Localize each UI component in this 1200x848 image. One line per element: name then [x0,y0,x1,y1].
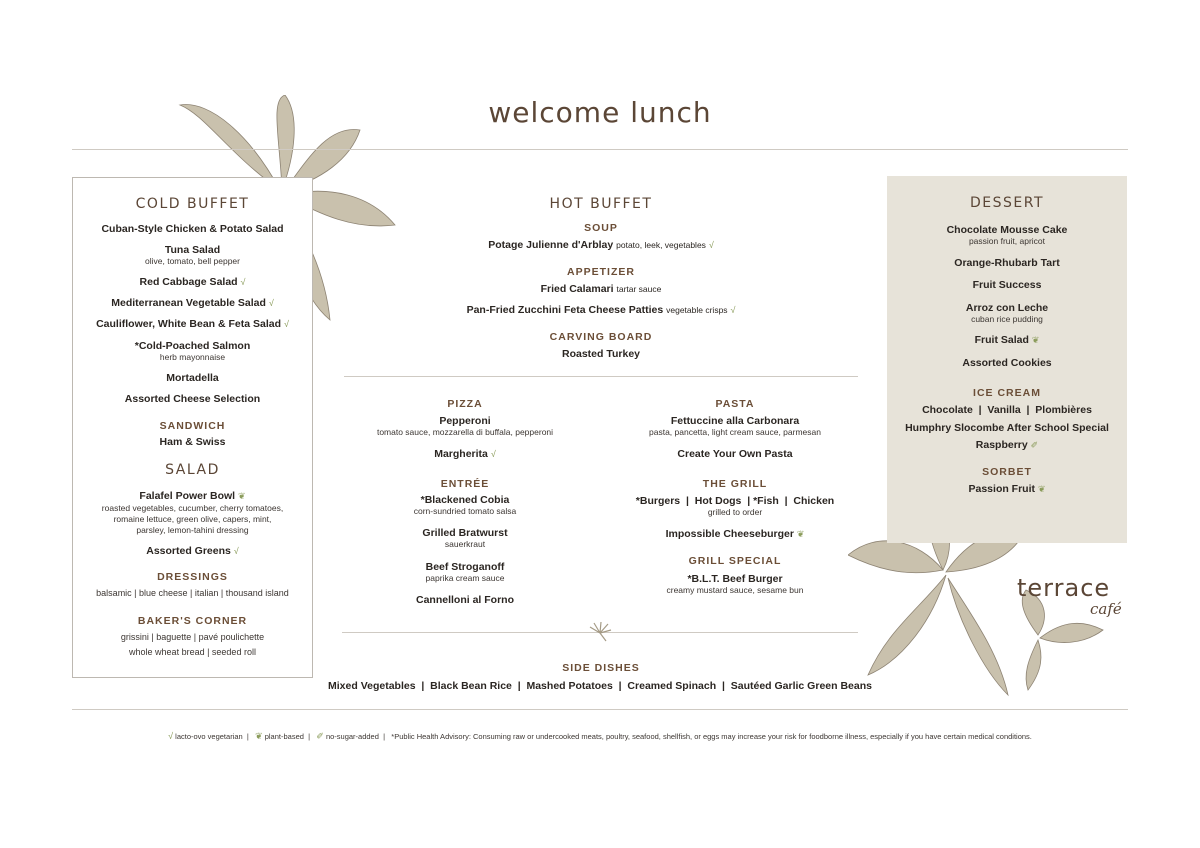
menu-item: Orange-Rhubarb Tart [954,257,1060,269]
vegetarian-icon: √ [283,319,289,329]
vegetarian-icon: √ [730,305,736,315]
menu-item-desc: grilled to order [707,507,763,517]
soup-heading: SOUP [584,222,618,234]
vegetarian-icon: √ [240,277,246,287]
menu-item: Humphry Slocombe After School Special [905,422,1109,434]
side-dishes-heading: SIDE DISHES [562,662,640,674]
menu-item: Fruit Success [972,279,1042,291]
menu-item: Roasted Turkey [562,348,640,360]
pizza-heading: PIZZA [447,398,483,410]
menu-item-desc: roasted vegetables, cucumber, cherry tomatoes, [101,503,284,513]
side-dishes-list: Mixed Vegetables | Black Bean Rice | Mashed Potatoes | Creamed Spinach | Sautéed Garlic Green Beans [328,680,872,692]
plant-based-icon: ❦ [238,491,246,501]
menu-item: Cuban-Style Chicken & Potato Salad [101,223,284,235]
menu-item: Cauliflower, White Bean & Feta Salad √ [96,318,289,330]
menu-item-desc: corn-sundried tomato salsa [413,506,517,516]
hot-buffet-heading: HOT BUFFET [549,196,653,212]
menu-item: Impossible Cheeseburger ❦ [665,528,805,540]
header-divider [72,149,1128,150]
plant-based-icon: ❦ [796,529,805,539]
vegetarian-icon: √ [708,240,714,250]
menu-item: Assorted Cheese Selection [124,393,261,405]
carving-heading: CARVING BOARD [549,331,653,343]
menu-item: Beef Stroganoff [425,561,505,573]
menu-item-desc: sauerkraut [444,539,486,549]
footer-divider [72,709,1128,710]
sandwich-heading: SANDWICH [159,420,226,432]
health-advisory: *Public Health Advisory: Consuming raw or undercooked meats, poultry, seafood, shellfish, or eggs may increase your risk for foodborne illness, especially if you have certain medical conditions. [391,732,1032,741]
grill-heading: THE GRILL [702,478,768,490]
menu-item: Tuna Salad [164,244,221,256]
menu-item: Red Cabbage Salad √ [139,276,246,288]
sorbet-heading: SORBET [982,466,1032,478]
salad-heading: SALAD [165,462,220,478]
menu-item: Mediterranean Vegetable Salad √ [111,297,274,309]
menu-item-desc: creamy mustard sauce, sesame bun [666,585,804,595]
vegetarian-icon: √ [490,449,496,459]
menu-item: Margherita √ [434,448,496,460]
menu-item-desc: olive, tomato, bell pepper [145,256,240,266]
menu-item: Fettuccine alla Carbonara [670,415,800,427]
menu-item: Chocolate Mousse Cake [946,224,1068,236]
menu-item: Ham & Swiss [159,436,226,448]
menu-item-desc: cuban rice pudding [971,314,1043,324]
no-sugar-added-icon: ✐ [316,731,324,741]
menu-item-desc: tomato sauce, mozzarella di buffala, pepperoni [376,427,554,437]
menu-item-desc: romaine lettuce, green olive, capers, mint, [113,514,272,524]
menu-item: Create Your Own Pasta [677,448,793,460]
menu-item: Fried Calamari tartar sauce [540,283,662,295]
menu-item: Chocolate | Vanilla | Plombières [922,404,1092,416]
bakers-corner-heading: BAKER'S CORNER [137,615,248,627]
menu-item: Arroz con Leche [965,302,1049,314]
menu-item: Fruit Salad ❦ [974,334,1040,346]
vegetarian-icon: √ [168,731,174,741]
vegetarian-icon: √ [268,298,274,308]
plant-based-icon: ❦ [255,731,263,741]
ice-cream-heading: ICE CREAM [973,387,1041,399]
menu-item: Assorted Cookies [962,357,1052,369]
dessert-heading: DESSERT [969,195,1044,211]
no-sugar-added-icon: ✐ [1030,440,1039,450]
menu-item: Falafel Power Bowl ❦ [139,490,246,502]
dressings-heading: DRESSINGS [157,571,228,583]
cold-buffet-panel [72,177,313,678]
footer-legend: √ lacto-ovo vegetarian | ❦ plant-based | ✐ no-sugar-added | *Public Health Advisory: Consuming raw or undercooked meats, poultry, seafood, shellfish, or eggs may increase your risk for foodborne illness, especially if you have certain medical conditions. [168,731,1032,741]
appetizer-heading: APPETIZER [567,266,635,278]
menu-item-desc: passion fruit, apricot [968,236,1046,246]
menu-item: *Cold-Poached Salmon [134,340,251,352]
menu-item-desc: parsley, lemon-tahini dressing [136,525,249,535]
menu-item: Potage Julienne d'Arblay potato, leek, vegetables √ [488,239,714,251]
menu-item: Pepperoni [439,415,491,427]
section-divider [344,376,858,377]
menu-item: *Burgers | Hot Dogs | *Fish | Chicken [635,495,835,507]
grill-special-heading: GRILL SPECIAL [688,555,782,567]
menu-item: Passion Fruit ❦ [968,483,1046,495]
dressings-list: balsamic | blue cheese | italian | thousand island [96,588,289,598]
menu-item-desc: herb mayonnaise [159,352,226,362]
menu-item: Grilled Bratwurst [422,527,508,539]
plant-based-icon: ❦ [1037,484,1046,494]
entree-heading: ENTRÉE [440,478,490,490]
bakers-line: whole wheat bread | seeded roll [129,647,256,657]
cold-buffet-heading: COLD BUFFET [135,196,250,212]
cafe-logo-script: café [1090,600,1122,618]
vegetarian-icon: √ [233,546,239,556]
menu-item: *B.L.T. Beef Burger [687,573,783,585]
menu-item: *Blackened Cobia [420,494,510,506]
menu-item: Pan-Fried Zucchini Feta Cheese Patties vegetable crisps √ [466,304,736,316]
pasta-heading: PASTA [715,398,755,410]
menu-item: Mortadella [166,372,219,384]
plant-based-icon: ❦ [1031,335,1040,345]
page-title: welcome lunch [488,96,712,129]
menu-item-desc: paprika cream sauce [425,573,505,583]
palm-ornament-icon [588,621,612,643]
bakers-line: grissini | baguette | pavé poulichette [120,632,265,642]
menu-item: Cannelloni al Forno [415,594,514,606]
terrace-logo: terrace [1017,574,1111,602]
menu-item: Raspberry ✐ [975,439,1039,451]
menu-item-desc: pasta, pancetta, light cream sauce, parmesan [649,427,821,437]
dessert-panel [887,176,1127,543]
menu-item: Assorted Greens √ [146,545,239,557]
